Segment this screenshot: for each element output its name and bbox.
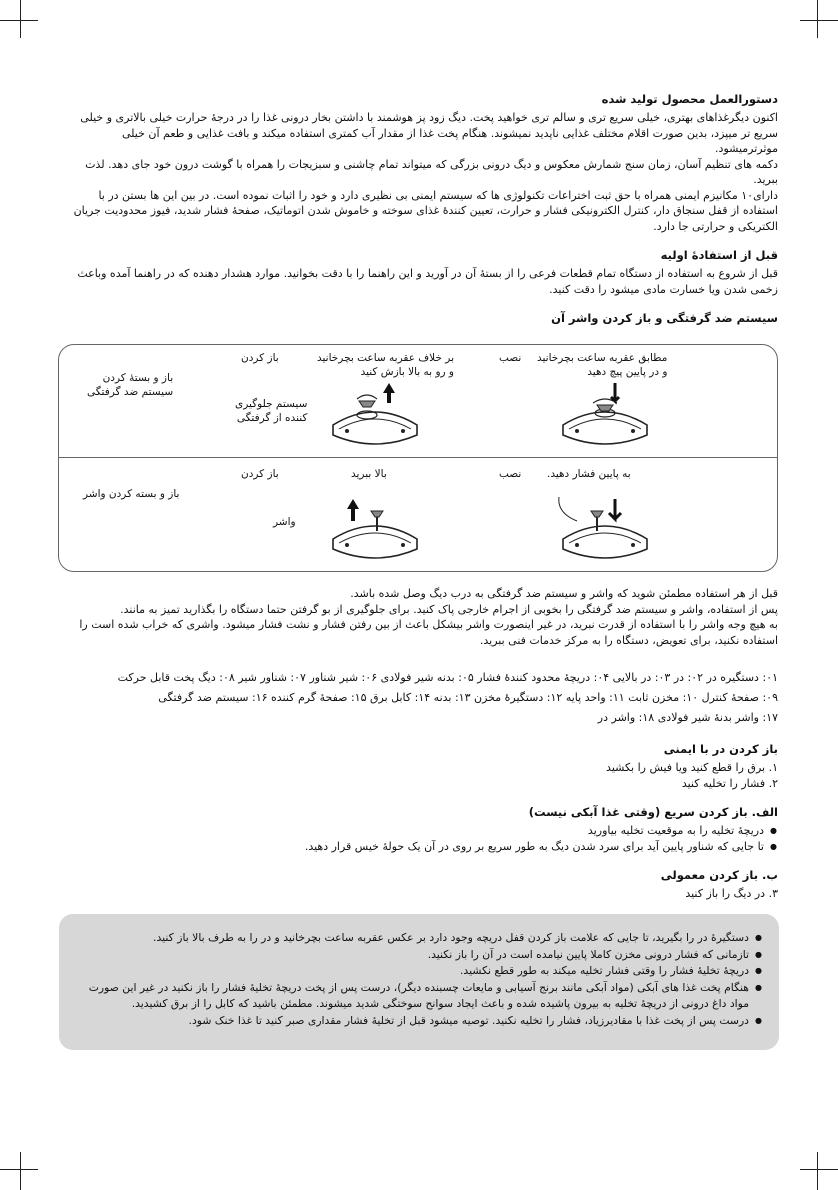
manufacture-title: دستورالعمل محصول تولید شده bbox=[601, 92, 778, 106]
crop-mark bbox=[800, 1169, 838, 1170]
crop-mark bbox=[817, 0, 818, 38]
row2-install-label: نصب bbox=[499, 468, 522, 480]
safe-open-step: ۱. برق را قطع کنید ویا فیش را بکشید bbox=[606, 761, 778, 774]
normal-open-title: ب. باز کردن معمولی bbox=[660, 868, 778, 882]
notes-box bbox=[59, 914, 779, 1050]
quick-open-section bbox=[60, 805, 778, 854]
gasket-diagram bbox=[58, 344, 778, 572]
check-line: پس از استفاده، واشر و سیستم ضد گرفتگی را بخوبی از اجرام خارجی پاک کنید. برای جلوگیری از بو گرفتن حتما دستگاه را بگذارید تمیز به مانند. bbox=[120, 602, 778, 616]
lid-valve-install-illustration bbox=[557, 379, 653, 453]
crop-mark bbox=[0, 1169, 38, 1170]
quick-open-title: الف. باز کردن سریع (وقتی غذا آبکی نیست) bbox=[528, 805, 778, 819]
normal-open-section bbox=[60, 868, 778, 902]
row2-open-label: باز کردن bbox=[241, 468, 279, 480]
note-item: ● درست پس از پخت غذا با مقادیرزیاد، فشار را تخلیه نکنید. توصیه میشود قبل از تخلیهٔ فشار مقداری صبر کنید تا غذا خنک شود. bbox=[81, 1013, 749, 1030]
row1-right-caption: باز و بستهٔ کردن سیستم ضد گرفتگی bbox=[87, 372, 174, 398]
row1-middle-caption: بر خلاف عقربه ساعت بچرخانید و رو به بالا بازش کنید bbox=[317, 352, 454, 378]
before-use-section bbox=[60, 248, 778, 297]
before-use-text: قبل از شروع به استفاده از دستگاه تمام قطعات فرعی را از بستهٔ آن در آورید و این راهنما را با دقت بخوانید. موارد هشدار دهنده که در راهنما آمده وباعث زخمی شدن ویا خسارت مادی میشود را دقت کنید. bbox=[77, 267, 778, 296]
checks-section bbox=[60, 586, 778, 648]
manufacture-paragraph: اکنون دیگرغذاهای بهتری، خیلی سریع تری و سالم تری خواهید پخت. دیگ زود پز هوشمند با داشتن بخار درونی غذا را در درجهٔ حرارت خیلی بالاتری و خیلی سریع تر میپزد، بدین صورت اقلام مختلف غذایی ناپدید نمیشوند. هنگام پخت غذا از مقدار آب کمتری استفاده میکند و بافت غذایی و طعم آن خیلی موثرترمیشود. bbox=[80, 111, 778, 155]
crop-mark bbox=[20, 0, 21, 38]
check-line: قبل از هر استفاده مطمئن شوید که واشر و سیستم ضد گرفتگی به درب دیگ وصل شده باشد. bbox=[350, 587, 778, 600]
row1-open-label: باز کردن bbox=[241, 352, 279, 364]
parts-line: ۰۹: صفحهٔ کنترل ۱۰: مخزن ثابت ۱۱: واحد پایه ۱۲: دستگیرهٔ مخزن ۱۳: بدنه ۱۴: کابل برق ۱۵: صفحهٔ گرم کننده ۱۶: سیستم ضد گرفتگی bbox=[158, 691, 778, 704]
manufacture-section bbox=[60, 92, 778, 234]
row2-middle-caption: بالا ببرید bbox=[351, 468, 387, 480]
note-item: ● تازمانی که فشار درونی مخزن کاملا پایین نیامده است در آن را باز نکنید. bbox=[81, 947, 749, 964]
crop-mark bbox=[20, 1152, 21, 1190]
note-item: ● دستگیرهٔ در را بگیرید، تا جایی که علامت باز کردن قفل دریچه وجود دارد بر عکس عقربه ساعت بچرخانید و در را به طرف بالا باز کنید. bbox=[81, 930, 749, 947]
check-line: به هیچ وجه واشر را با استفاده از قدرت نبرید، در غیر اینصورت واشر بیشکل باعث از بین رفتن فشار و نشت فشار میشود. واشری که خراب شده است را استفاده نکنید، برای تعویض، دستگاه را به مرکز خدمات فنی ببرید. bbox=[79, 618, 778, 647]
parts-line: ۰۱: دستگیره در ۰۲: در ۰۳: در بالایی ۰۴: دریچهٔ محدود کنندهٔ فشار ۰۵: بدنه شیر فولادی ۰۶: شیر شناور ۰۷: شناور شیر ۰۸: دیگ پخت قابل حرکت bbox=[117, 671, 778, 684]
row1-install-label: نصب bbox=[499, 352, 522, 364]
before-use-title: قبل از استفادهٔ اولیه bbox=[660, 248, 778, 262]
lid-valve-remove-illustration bbox=[327, 379, 423, 453]
note-item: ● دریچهٔ تخلیهٔ فشار را وقتی فشار تخلیه میکند به طور قطع نکشید. bbox=[81, 963, 749, 980]
note-item: ● هنگام پخت غذا های آبکی (مواد آبکی مانند برنج آسیابی و مایعات چسبنده دیگر)، درست پس از پخت دریچهٔ تخلیهٔ فشار را باز نکنید در غیر این صورت مواد داغ درونی از دریچهٔ تخلیه به بیرون پاشیده شده و باعث ایجاد سوانح سوختگی شدید میشوند. مطمئن باشید که کابل را از برق کشیدید. bbox=[81, 980, 749, 1013]
safe-open-title: باز کردن در با ایمنی bbox=[663, 742, 778, 756]
safe-open-section bbox=[60, 742, 778, 791]
manufacture-paragraph: دکمه های تنظیم آسان، زمان سنج شمارش معکوس و دیگ درونی بزرگی که میتواند تمام چاشنی و سبزیجات را همراه با گوشت درون خود جای دهد. لذت ببرید. bbox=[85, 157, 778, 186]
row2-part-label: واشر bbox=[273, 516, 296, 528]
quick-open-item: ● تا جایی که شناور پایین آید برای سرد شدن دیگ به طور سریع بر روی در آن یک حولهٔ خیس قرار دهید. bbox=[60, 839, 764, 855]
row1-part-label: سیستم جلوگیری کننده از گرفتگی bbox=[235, 398, 308, 424]
gasket-remove-illustration bbox=[327, 493, 423, 567]
row1-left-caption: مطابق عقربه ساعت بچرخانید و در پایین پیچ دهید bbox=[537, 352, 668, 378]
gasket-install-illustration bbox=[557, 493, 653, 567]
crop-mark bbox=[0, 20, 38, 21]
crop-mark bbox=[817, 1152, 818, 1190]
row2-right-caption: باز و بسته کردن واشر bbox=[83, 488, 180, 500]
normal-open-step: ۳. در دیگ را باز کنید bbox=[685, 887, 778, 900]
manufacture-paragraph: دارای۱۰ مکانیزم ایمنی همراه با حق ثبت اختراعات تکنولوژی ها که سیستم ایمنی بی نظیری دارد و خود را اثبات نموده است. در بین این ها بستن در با استفاده از قفل سنجاق دار، کنترل الکترونیکی فشار و حرارت، تعیین کنندهٔ غذای سوخته و خاموش شدن اتوماتیک، صفحهٔ فشار شدید، فیوز محدودیت جریان الکتریکی و حرارتی جا دارد. bbox=[73, 188, 778, 233]
system-title: سیستم ضد گرفتگی و باز کردن واشر آن bbox=[551, 311, 778, 325]
parts-list bbox=[60, 668, 778, 728]
safe-open-step: ۲. فشار را تخلیه کنید bbox=[681, 776, 778, 790]
parts-line: ۱۷: واشر بدنهٔ شیر فولادی ۱۸: واشر در bbox=[597, 711, 778, 724]
crop-mark bbox=[800, 20, 838, 21]
quick-open-item: ● دریچهٔ تخلیه را به موقعیت تخلیه بیاورید bbox=[60, 823, 764, 839]
row2-left-caption: به پایین فشار دهید. bbox=[547, 468, 631, 480]
document-body bbox=[60, 92, 778, 916]
diagram-divider bbox=[59, 457, 777, 458]
